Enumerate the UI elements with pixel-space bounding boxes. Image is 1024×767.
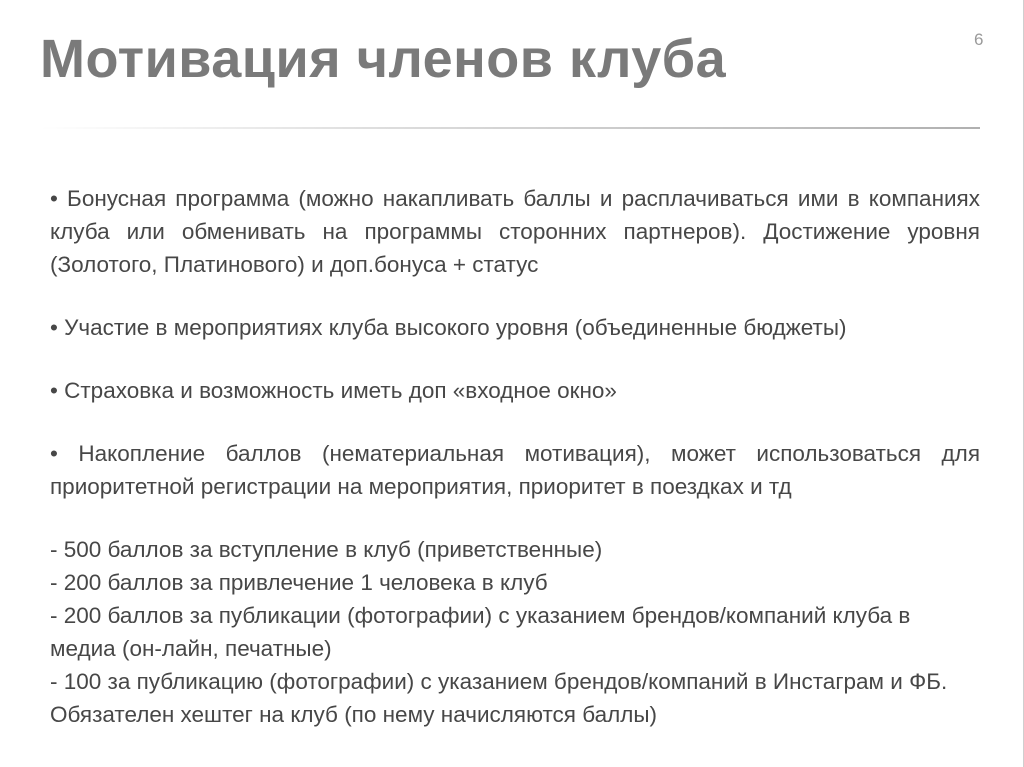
points-list-item: - 500 баллов за вступление в клуб (приветственные) <box>50 537 603 562</box>
spacer <box>50 407 980 437</box>
paragraph-insurance: • Страховка и возможность иметь доп «входное окно» <box>50 378 617 403</box>
paragraph-bonus-program: • Бонусная программа (можно накапливать баллы и расплачиваться ими в компаниях клуба или обменивать на программы сторонних партнеров). Достижение уровня (Золотого, Платинового) и доп.бонуса + статус <box>50 186 980 277</box>
points-list-item: - 200 баллов за привлечение 1 человека в клуб <box>50 570 548 595</box>
paragraph-points-accumulation: • Накопление баллов (нематериальная мотивация), может использоваться для приоритетной регистрации на мероприятия, приоритет в поездках и тд <box>50 441 980 499</box>
spacer <box>50 344 980 374</box>
spacer <box>50 281 980 311</box>
points-list <box>50 533 980 731</box>
points-list-item: - 200 баллов за публикации (фотографии) с указанием брендов/компаний клуба в медиа (он-лайн, печатные) <box>50 603 911 661</box>
spacer <box>50 503 980 533</box>
slide-body <box>50 182 980 731</box>
title-divider <box>40 127 980 129</box>
slide-title: Мотивация членов клуба <box>40 29 727 89</box>
points-list-item: - 100 за публикацию (фотографии) с указанием брендов/компаний в Инстаграм и ФБ. Обязателен хештег на клуб (по нему начисляются баллы) <box>50 669 948 727</box>
paragraph-events: • Участие в мероприятиях клуба высокого уровня (объединенные бюджеты) <box>50 315 847 340</box>
page-number: 6 <box>974 30 984 49</box>
